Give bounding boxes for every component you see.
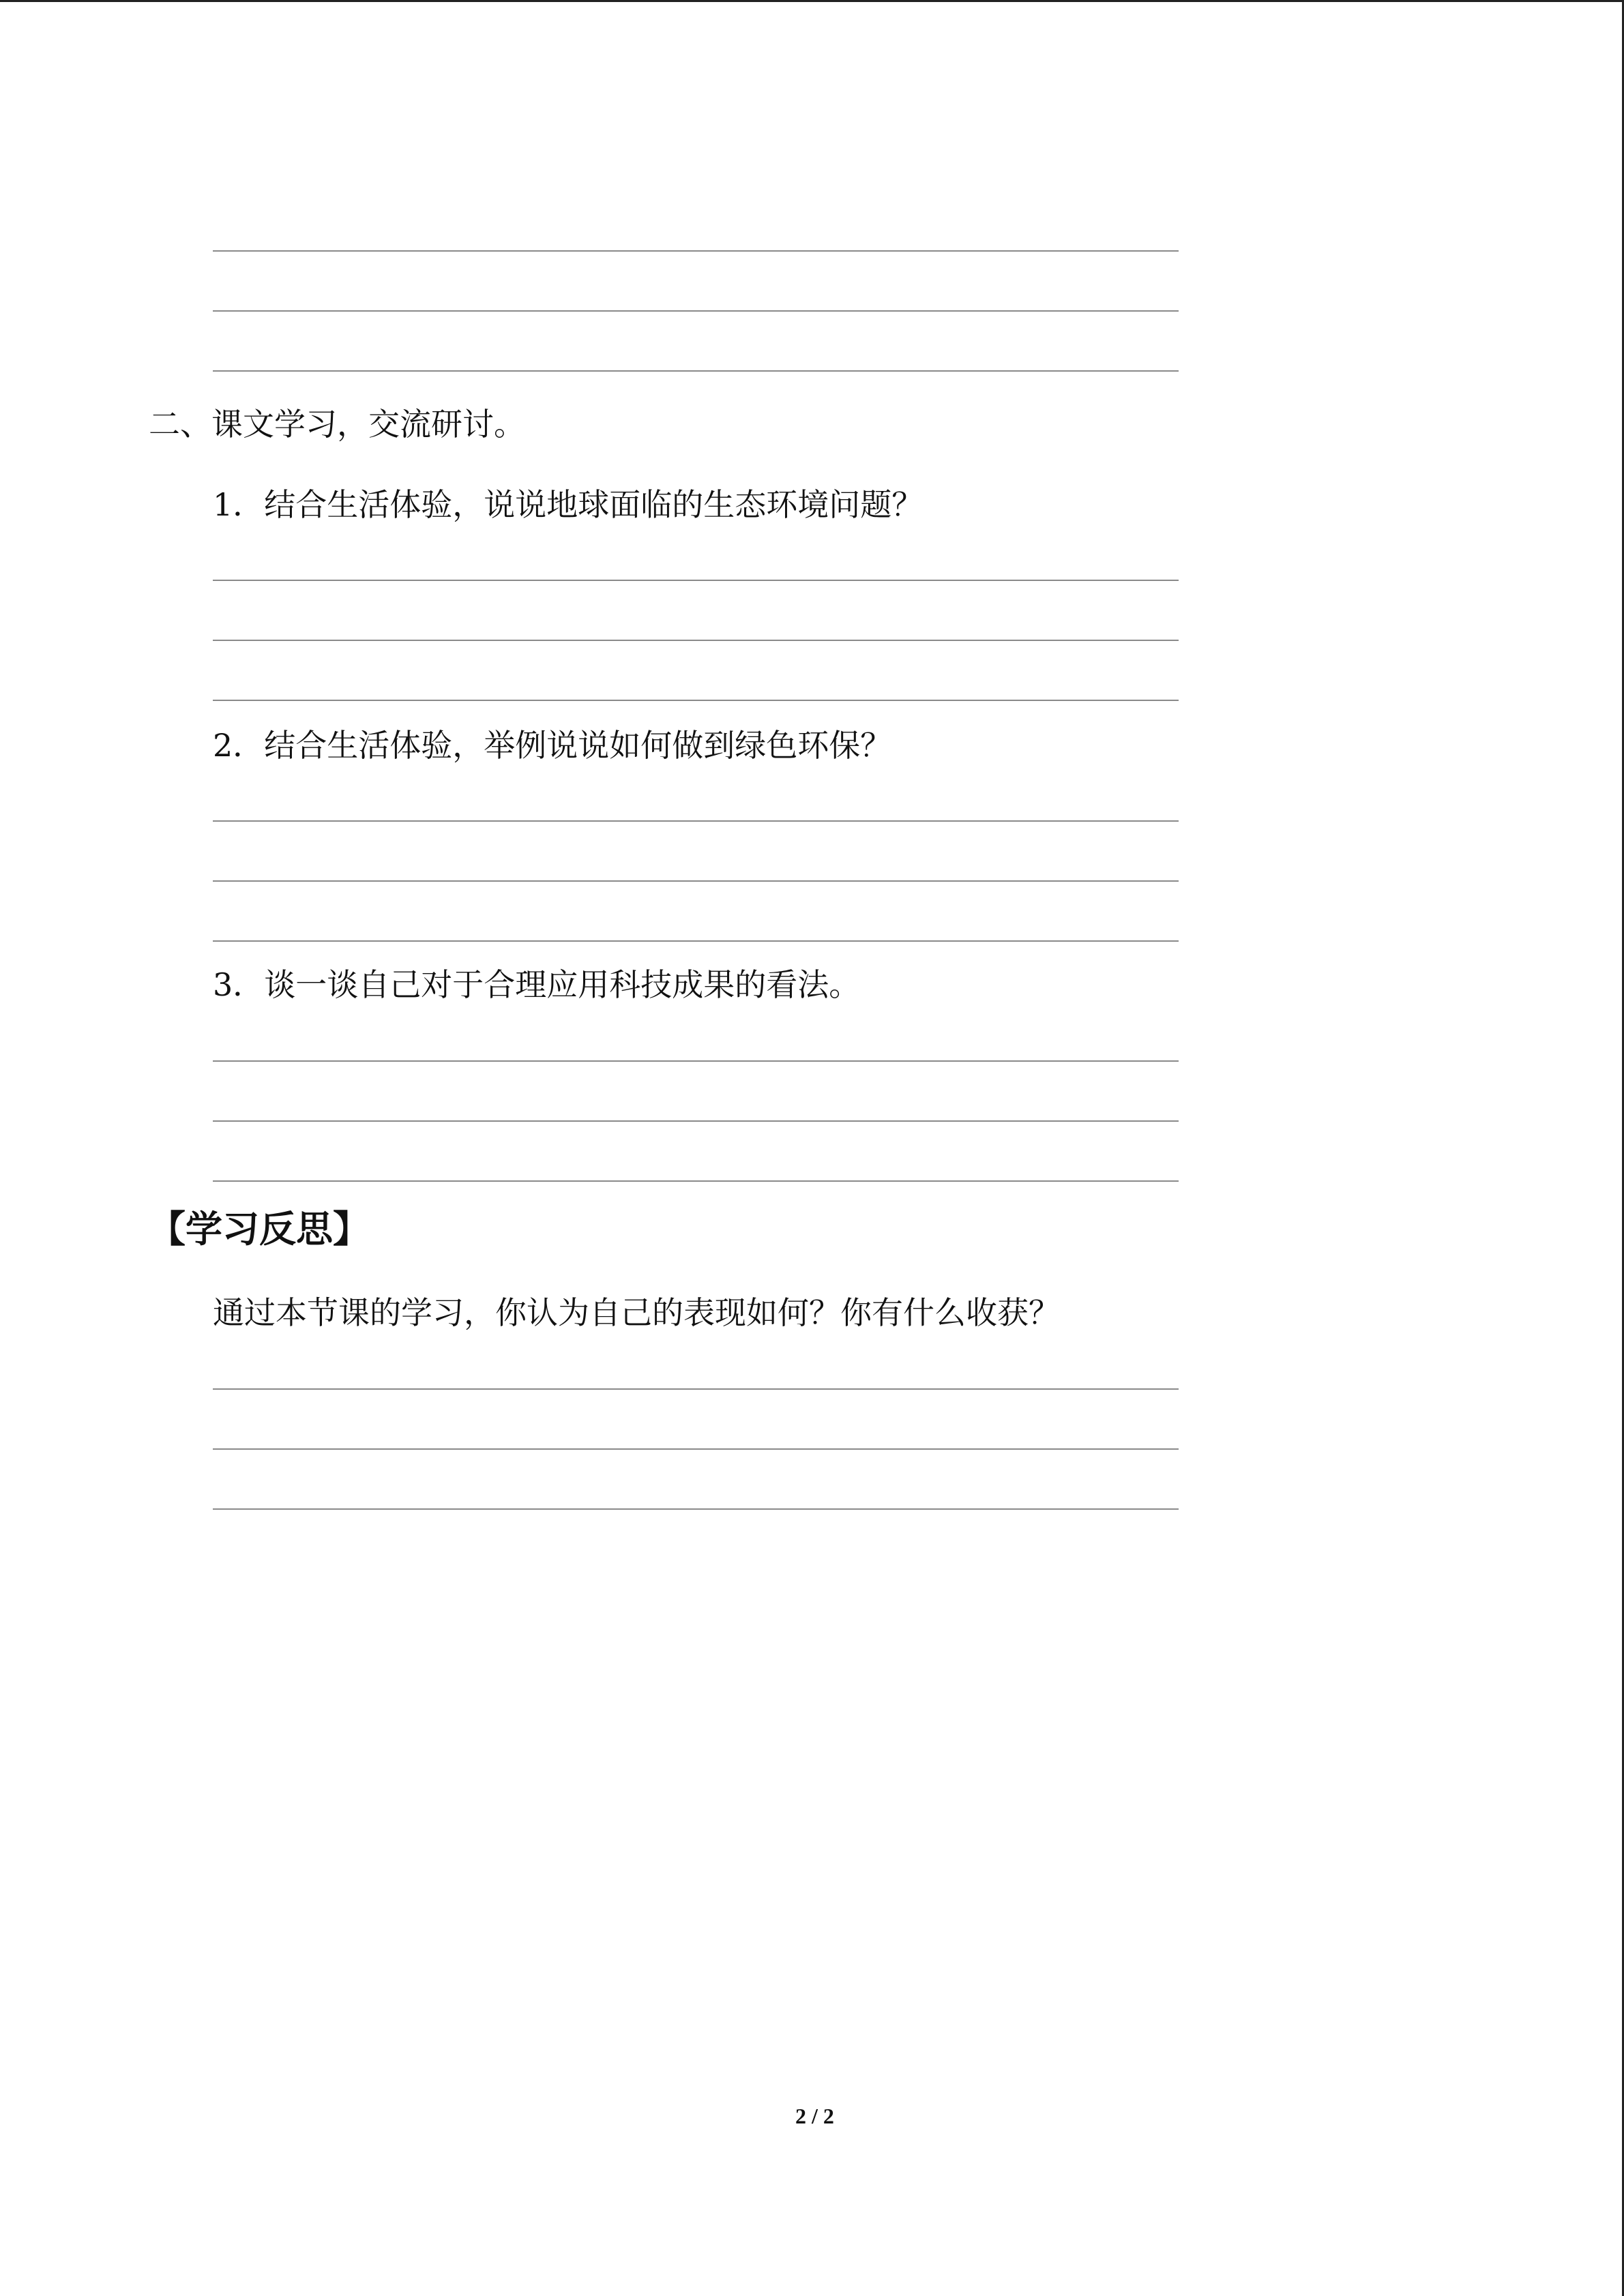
answer-line [213,370,1179,372]
answer-line [213,1180,1179,1182]
reflection-heading: 【学习反思】 [149,1208,370,1251]
reflection-prompt: 通过本节课的学习，你认为自己的表现如何？你有什么收获？ [213,1294,1060,1331]
answer-line [213,820,1179,822]
answer-line [213,1060,1179,1062]
page-number: 2 / 2 [795,2104,834,2128]
page-top-border [0,0,1624,2]
answer-line [213,940,1179,942]
answer-line [213,1120,1179,1122]
answer-line [213,250,1179,252]
question-1: 1．结合生活体验，说说地球面临的生态环境问题？ [213,486,924,523]
question-2: 2．结合生活体验，举例说说如何做到绿色环保？ [213,727,892,764]
answer-line [213,640,1179,641]
answer-line [213,1448,1179,1450]
answer-line [213,1388,1179,1390]
section-title: 二、课文学习，交流研讨。 [149,406,525,443]
question-3: 3．谈一谈自己对于合理应用科技成果的看法。 [213,966,861,1003]
answer-line [213,880,1179,882]
answer-line [213,310,1179,312]
answer-line [213,700,1179,701]
answer-line [213,580,1179,581]
answer-line [213,1508,1179,1510]
